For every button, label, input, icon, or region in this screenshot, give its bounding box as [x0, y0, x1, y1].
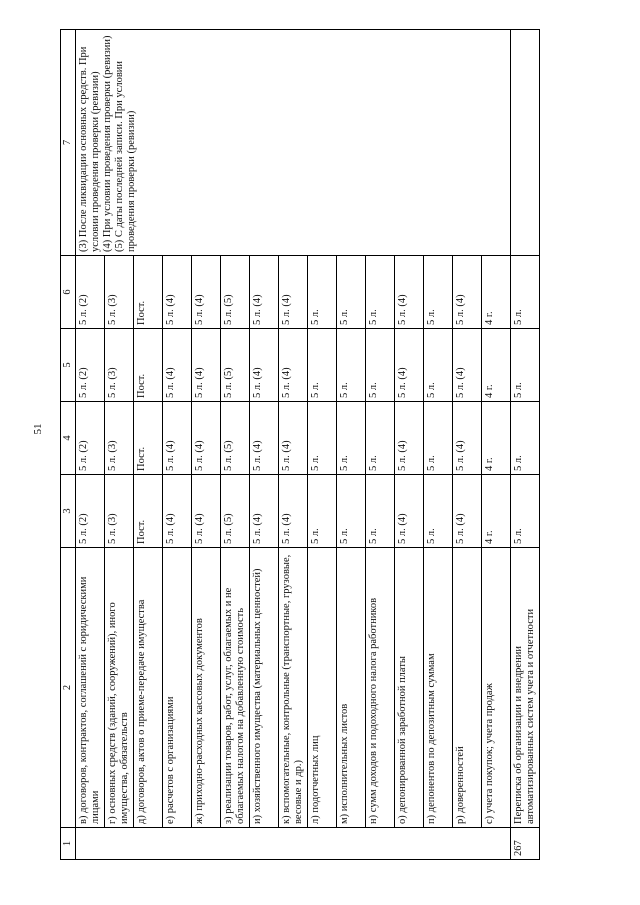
table-cell-term: 5 л. (4) — [163, 329, 192, 402]
table-cell-term: 5 л. — [511, 475, 540, 548]
table-cell-title: е) расчетов с организациями — [163, 548, 192, 828]
table-cell-term: 5 л. — [424, 329, 453, 402]
table-cell-term: 5 л. — [424, 256, 453, 329]
records-table — [60, 29, 540, 860]
table-cell-term: 5 л. — [511, 329, 540, 402]
column-header: 2 — [61, 548, 76, 828]
table-cell-term: 5 л. — [511, 402, 540, 475]
table-cell-term: 5 л. (4) — [395, 475, 424, 548]
table-cell-term: 5 л. (2) — [76, 329, 105, 402]
table-cell-number — [76, 828, 511, 860]
table-cell-term: 5 л. (2) — [76, 256, 105, 329]
table-cell-notes — [76, 30, 511, 256]
table-cell-term: 5 л. (2) — [76, 402, 105, 475]
table-cell-term: 5 л. (3) — [105, 329, 134, 402]
table-cell-term: 5 л. — [366, 475, 395, 548]
table-cell-term: 5 л. (4) — [279, 256, 308, 329]
table-cell-term: 5 л. (3) — [105, 402, 134, 475]
table-cell-term: 5 л. (3) — [105, 256, 134, 329]
table-cell-term: 5 л. (4) — [395, 329, 424, 402]
column-header: 7 — [61, 30, 76, 256]
table-cell-term: 5 л. (4) — [453, 475, 482, 548]
table-cell-term: 5 л. — [308, 475, 337, 548]
table-header-row — [61, 30, 76, 860]
table-cell-term: 5 л. (4) — [192, 329, 221, 402]
table-cell-title: р) доверенностей — [453, 548, 482, 828]
table-cell-term: Пост. — [134, 256, 163, 329]
column-header: 4 — [61, 402, 76, 475]
table-cell-term: 5 л. (4) — [453, 402, 482, 475]
table-cell-term: 4 г. — [482, 256, 511, 329]
table-cell-term: 4 г. — [482, 402, 511, 475]
table-cell-term: 4 г. — [482, 329, 511, 402]
column-header: 1 — [61, 828, 76, 860]
table-cell-title: м) исполнительных листов — [337, 548, 366, 828]
table-cell-number: 267 — [511, 828, 540, 860]
table-cell-term: 5 л. (5) — [221, 475, 250, 548]
table-cell-term: 5 л. (4) — [453, 256, 482, 329]
table-cell-term: 5 л. — [511, 256, 540, 329]
table-cell-term: 5 л. (4) — [279, 402, 308, 475]
column-header: 6 — [61, 256, 76, 329]
note-text: (3) После ликвидации основных средств. При условии проведения проверки (ревизии) — [78, 46, 101, 252]
table-cell-term: 5 л. (5) — [221, 402, 250, 475]
page-number: 51 — [32, 423, 44, 435]
table-cell-term: 5 л. (4) — [250, 402, 279, 475]
table-cell-term: 5 л. — [308, 256, 337, 329]
table-cell-term: 5 л. (5) — [221, 329, 250, 402]
table-cell-title: о) депонированной заработной платы — [395, 548, 424, 828]
column-header: 3 — [61, 475, 76, 548]
table-cell-term: Пост. — [134, 402, 163, 475]
table-cell-title: к) вспомогательные, контрольные (транспортные, грузовые, весовые и др.) — [279, 548, 308, 828]
table-cell-term: 5 л. (5) — [221, 256, 250, 329]
note-text: (5) С даты последней записи. При условии проведения проверки (ревизии) — [114, 60, 137, 252]
table-cell-term: 5 л. (3) — [105, 475, 134, 548]
table-cell-title: ж) приходно-расходных кассовых документов — [192, 548, 221, 828]
table-cell-term: 5 л. (4) — [395, 402, 424, 475]
table-cell-term: 5 л. (4) — [192, 402, 221, 475]
table-cell-term: 5 л. (4) — [163, 256, 192, 329]
table-cell-title: и) хозяйственного имущества (материальных ценностей) — [250, 548, 279, 828]
table-cell-term: 5 л. — [366, 256, 395, 329]
note-text: (4) При условии проведения проверки (ревизии) — [102, 35, 113, 252]
table-cell-term: 5 л. — [366, 329, 395, 402]
table-cell-title: с) учета покупок; учета продаж — [482, 548, 511, 828]
table-cell-term: Пост. — [134, 329, 163, 402]
table-cell-term: 5 л. — [308, 402, 337, 475]
table-cell-term: 5 л. — [337, 329, 366, 402]
table-cell-term: 5 л. — [366, 402, 395, 475]
table-cell-title: п) депонентов по депозитным суммам — [424, 548, 453, 828]
table-cell-term: 5 л. — [424, 402, 453, 475]
table-cell-term: 5 л. (4) — [192, 256, 221, 329]
table-cell-title: д) договоров, актов о приеме-передаче имущества — [134, 548, 163, 828]
table-cell-term: Пост. — [134, 475, 163, 548]
table-body — [76, 30, 540, 860]
document-sheet — [60, 30, 605, 860]
table-cell-term: 5 л. (4) — [279, 475, 308, 548]
table-cell-title: Переписка об организации и внедрении автоматизированных систем учета и отчетности — [511, 548, 540, 828]
table-cell-term: 5 л. (4) — [453, 329, 482, 402]
table-cell-term: 5 л. (4) — [192, 475, 221, 548]
table-cell-term: 5 л. — [337, 402, 366, 475]
table-cell-term: 5 л. (2) — [76, 475, 105, 548]
table-cell-term: 5 л. (4) — [279, 329, 308, 402]
table-cell-title: г) основных средств (зданий, сооружений), иного имущества, обязательств — [105, 548, 134, 828]
table-cell-term: 5 л. (4) — [250, 329, 279, 402]
table-cell-term: 5 л. — [424, 475, 453, 548]
table-cell-term: 5 л. (4) — [163, 475, 192, 548]
table-row — [76, 30, 105, 860]
table-cell-term: 5 л. (4) — [250, 475, 279, 548]
table-row — [511, 30, 540, 860]
column-header: 5 — [61, 329, 76, 402]
table-cell-title: з) реализации товаров, работ, услуг, облагаемых и не облагаемых налогом на добавленную стоимость — [221, 548, 250, 828]
table-cell-term: 5 л. (4) — [395, 256, 424, 329]
table-cell-notes — [511, 30, 540, 256]
table-cell-title: в) договоров, контрактов, соглашений с юридическими лицами — [76, 548, 105, 828]
table-cell-title: л) подотчетных лиц — [308, 548, 337, 828]
table-cell-term: 5 л. (4) — [250, 256, 279, 329]
table-cell-term: 5 л. — [337, 256, 366, 329]
table-cell-term: 4 г. — [482, 475, 511, 548]
table-cell-term: 5 л. (4) — [163, 402, 192, 475]
table-cell-term: 5 л. — [308, 329, 337, 402]
table-cell-term: 5 л. — [337, 475, 366, 548]
table-cell-title: н) сумм доходов и подоходного налога работников — [366, 548, 395, 828]
